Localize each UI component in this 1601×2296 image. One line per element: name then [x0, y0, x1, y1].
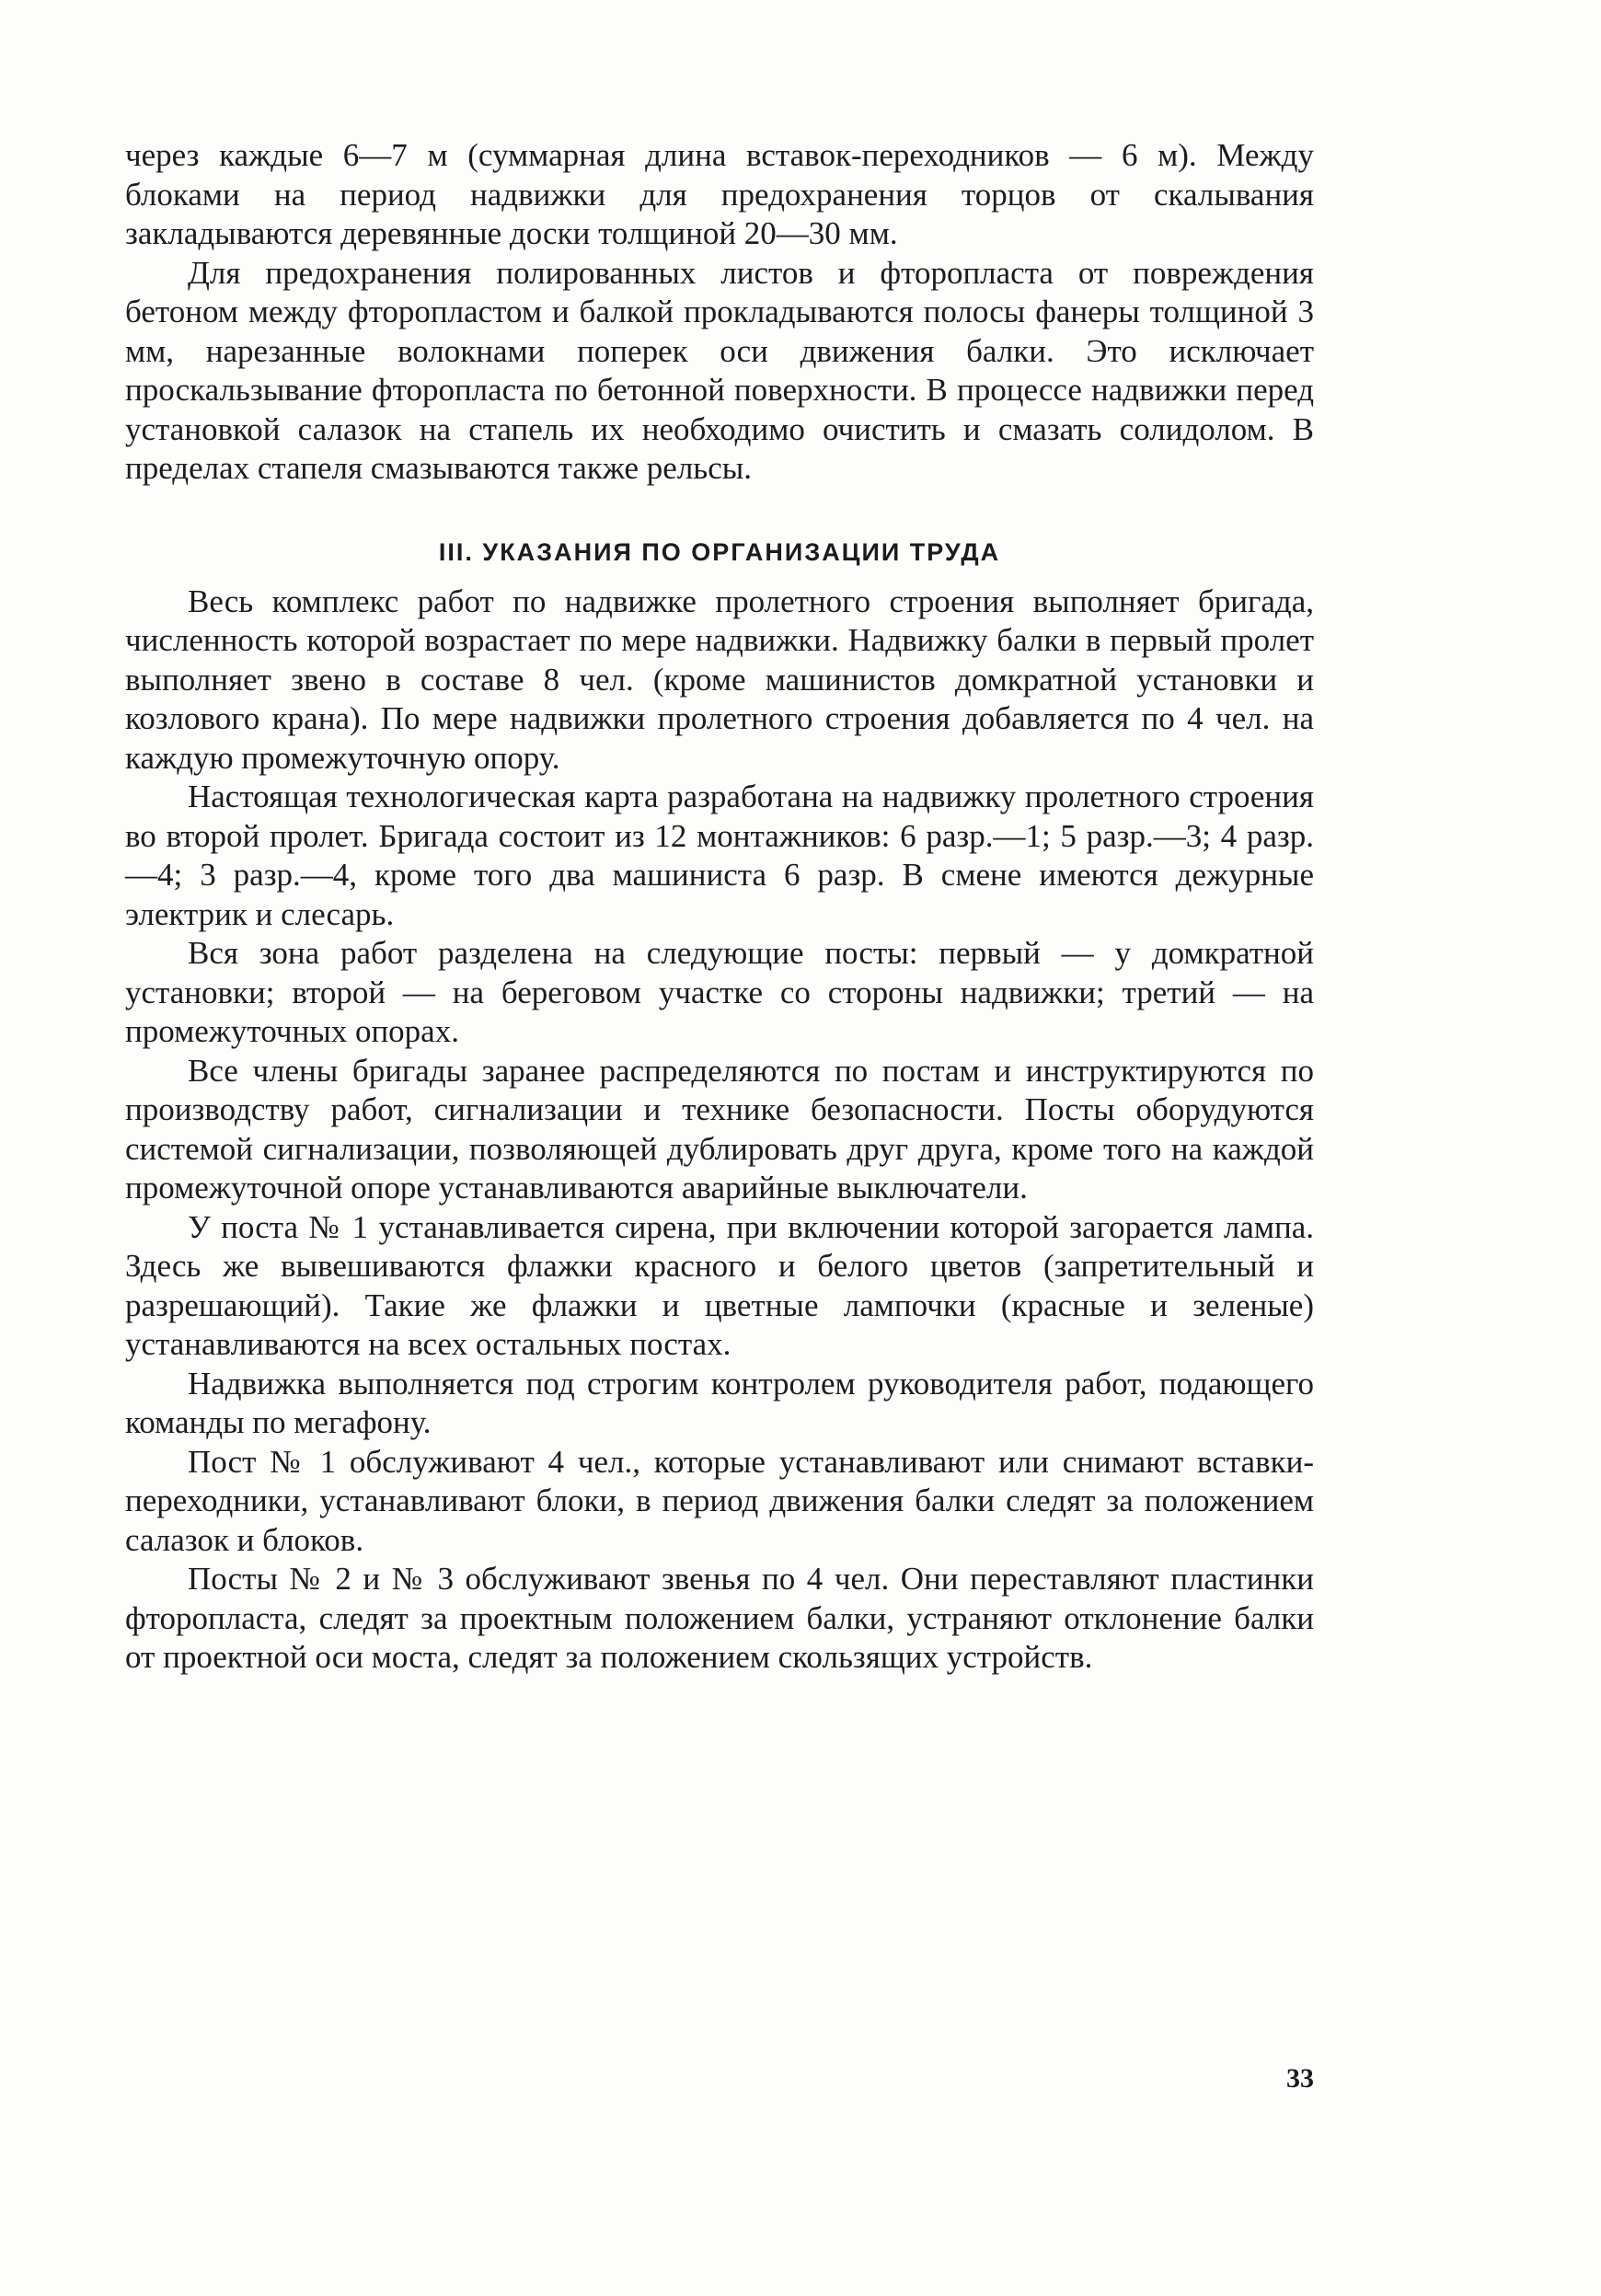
page-number: 33	[1286, 2063, 1314, 2094]
paragraph: через каждые 6—7 м (суммарная длина вставок-переходников — 6 м). Между блоками на период надвижки для предохранения торцов от скалывания закладываются деревянные доски толщиной 20—30 мм.	[125, 137, 1314, 251]
paragraph: Вся зона работ разделена на следующие посты: первый — у домкратной установки; второй — на береговом участке со стороны надвижки; третий — на промежуточных опорах.	[125, 935, 1314, 1049]
section-heading: III. УКАЗАНИЯ ПО ОРГАНИЗАЦИИ ТРУДА	[438, 537, 1001, 566]
paragraph: Надвижка выполняется под строгим контролем руководителя работ, подающего команды по мегафону.	[125, 1365, 1314, 1440]
paragraph: Весь комплекс работ по надвижке пролетного строения выполняет бригада, численность которой возрастает по мере надвижки. Надвижку балки в первый пролет выполняет звено в составе 8 чел. (кроме машинистов домкратной установки и козлового крана). По мере надвижки пролетного строения добавляется по 4 чел. на каждую промежуточную опору.	[125, 583, 1314, 776]
paragraph: Для предохранения полированных листов и фторопласта от повреждения бетоном между фторопластом и балкой прокладываются полосы фанеры толщиной 3 мм, нарезанные волокнами поперек оси движения балки. Это исключает проскальзывание фторопласта по бетонной поверхности. В процессе надвижки перед установкой салазок на стапель их необходимо очистить и смазать солидолом. В пределах стапеля смазываются также рельсы.	[125, 254, 1314, 486]
paragraph: У поста № 1 устанавливается сирена, при включении которой загорается лампа. Здесь же вывешиваются флажки красного и белого цветов (запретительный и разрешающий). Такие же флажки и цветные лампочки (красные и зеленые) устанавливаются на всех остальных постах.	[125, 1208, 1314, 1362]
paragraph: Посты № 2 и № 3 обслуживают звенья по 4 чел. Они переставляют пластинки фторопласта, следят за проектным положением балки, устраняют отклонение балки от проектной оси моста, следят за положением скользящих устройств.	[125, 1561, 1314, 1675]
paragraph: Пост № 1 обслуживают 4 чел., которые устанавливают или снимают вставки-переходники, устанавливают блоки, в период движения балки следят за положением салазок и блоков.	[125, 1443, 1314, 1558]
paragraph: Настоящая технологическая карта разработана на надвижку пролетного строения во второй пролет. Бригада состоит из 12 монтажников: 6 разр.—1; 5 разр.—3; 4 разр.—4; 3 разр.—4, кроме того два машиниста 6 разр. В смене имеются дежурные электрик и слесарь.	[125, 779, 1314, 932]
paragraph: Все члены бригады заранее распределяются по постам и инструктируются по производству работ, сигнализации и технике безопасности. Посты оборудуются системой сигнализации, позволяющей дублировать друг друга, кроме того на каждой промежуточной опоре устанавливаются аварийные выключатели.	[125, 1052, 1314, 1206]
body-text	[125, 136, 1314, 1678]
